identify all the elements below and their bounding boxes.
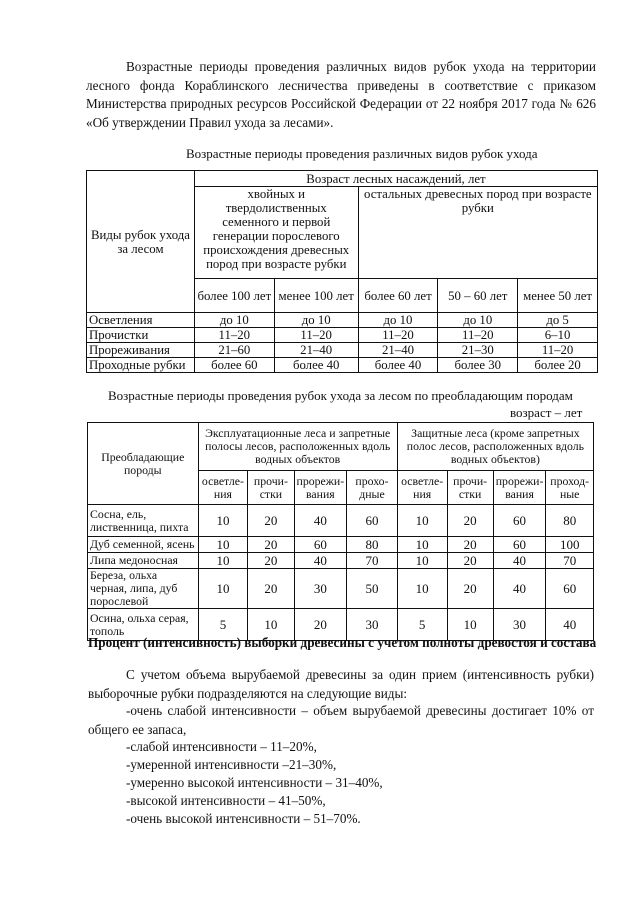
table1-col-header: 50 – 60 лет — [438, 279, 518, 313]
table1-col-header: более 100 лет — [194, 279, 274, 313]
table-cell: 40 — [493, 569, 546, 609]
table-cell: 10 — [397, 553, 447, 569]
table-row — [88, 537, 594, 553]
intensity-item: -высокой интенсивности – 41–50%, — [126, 793, 326, 808]
table-cell: до 5 — [518, 313, 598, 328]
table2-rowhead: Преобладающие породы — [88, 423, 199, 505]
table-row — [87, 358, 598, 373]
table-cell: более 40 — [358, 358, 438, 373]
table-cell: 11–20 — [438, 328, 518, 343]
intensity-item: -умеренной интенсивности –21–30%, — [126, 757, 337, 772]
table-cell: 5 — [397, 609, 447, 641]
table-cell: 20 — [248, 553, 294, 569]
table-cell: 20 — [248, 505, 294, 537]
table-cell: до 10 — [438, 313, 518, 328]
table-cell: 20 — [294, 609, 347, 641]
table-cell: более 60 — [194, 358, 274, 373]
table-cell: 20 — [447, 505, 493, 537]
age-periods-table — [86, 170, 598, 373]
table2-col-header: проход-ные — [546, 471, 594, 505]
table-cell: 11–20 — [274, 328, 358, 343]
table2-col-header: прочи-стки — [447, 471, 493, 505]
table-cell: 20 — [447, 569, 493, 609]
table2-unit: возраст – лет — [510, 405, 583, 420]
table-cell: 10 — [397, 505, 447, 537]
table-cell: 21–40 — [274, 343, 358, 358]
row-label: Прочистки — [87, 328, 195, 343]
table-cell: 10 — [447, 609, 493, 641]
table-cell: 30 — [294, 569, 347, 609]
table2-col-header: прохо-дные — [347, 471, 398, 505]
table-cell: 11–20 — [194, 328, 274, 343]
row-label: Проходные рубки — [87, 358, 195, 373]
row-label: Прореживания — [87, 343, 195, 358]
table-cell: 21–60 — [194, 343, 274, 358]
table-cell: 10 — [397, 537, 447, 553]
table-cell: более 40 — [274, 358, 358, 373]
table-cell: 30 — [493, 609, 546, 641]
species-label: Осина, ольха серая, тополь — [88, 609, 199, 641]
table-row — [88, 569, 594, 609]
table2-group1: Эксплуатационные леса и запретные полосы лесов, расположенных вдоль водных объектов — [198, 423, 397, 471]
table-cell: более 30 — [438, 358, 518, 373]
table-cell: 70 — [347, 553, 398, 569]
table1-col-header: менее 50 лет — [518, 279, 598, 313]
table-row — [88, 505, 594, 537]
table-cell: 80 — [546, 505, 594, 537]
table-cell: 10 — [198, 569, 248, 609]
table-row — [88, 553, 594, 569]
table1-group1: хвойных и твердолиственных семенного и первой генерации порослевого происхождения древесных пород при возрасте рубки — [194, 187, 358, 279]
table-cell: до 10 — [274, 313, 358, 328]
species-label: Дуб семенной, ясень — [88, 537, 199, 553]
table-cell: 21–40 — [358, 343, 438, 358]
table-cell: 40 — [546, 609, 594, 641]
table2-caption: Возрастные периоды проведения рубок ухода за лесом по преобладающим породам — [108, 388, 573, 403]
species-age-table — [87, 422, 594, 641]
table-row — [87, 343, 598, 358]
table1-col-header: более 60 лет — [358, 279, 438, 313]
table-cell: 40 — [493, 553, 546, 569]
species-label: Липа медоносная — [88, 553, 199, 569]
table-cell: 5 — [198, 609, 248, 641]
table-cell: 40 — [294, 553, 347, 569]
table-cell: до 10 — [358, 313, 438, 328]
table2-col-header: прорежи-вания — [493, 471, 546, 505]
intro-paragraph: Возрастные периоды проведения различных видов рубок ухода на территории лесного фонда Кораблинского лесничества приведены в соответствие с приказом Министерства природных ресурсов Российской Федерации от 22 ноября 2017 года № 626 «Об утверждении Правил ухода за лесами». — [86, 59, 596, 130]
section-title: Процент (интенсивность) выборки древесины с учетом полноты древостоя и состава — [88, 635, 597, 650]
table1-age-head: Возраст лесных насаждений, лет — [194, 171, 597, 187]
table-cell: 10 — [198, 537, 248, 553]
table-cell: 11–20 — [518, 343, 598, 358]
intensity-item: -умеренно высокой интенсивности – 31–40%, — [126, 775, 383, 790]
table-cell: 10 — [397, 569, 447, 609]
table-cell: 60 — [493, 505, 546, 537]
table-cell: 60 — [294, 537, 347, 553]
table2-col-header: прорежи-вания — [294, 471, 347, 505]
intensity-paragraph: С учетом объема вырубаемой древесины за один прием (интенсивность рубки) выборочные рубки подразделяются на следующие виды: — [88, 667, 594, 701]
species-label: Береза, ольха черная, липа, дуб порослевой — [88, 569, 199, 609]
table-cell: 80 — [347, 537, 398, 553]
table-cell: 60 — [493, 537, 546, 553]
table-cell: 20 — [447, 553, 493, 569]
table-cell: 60 — [546, 569, 594, 609]
table1-rowhead: Виды рубок ухода за лесом — [87, 171, 195, 313]
species-label: Сосна, ель, лиственница, пихта — [88, 505, 199, 537]
table-cell: 100 — [546, 537, 594, 553]
table2-col-header: осветле-ния — [397, 471, 447, 505]
table1-caption: Возрастные периоды проведения различных видов рубок ухода — [186, 146, 538, 161]
table-cell: 40 — [294, 505, 347, 537]
table-cell: 20 — [248, 537, 294, 553]
table-cell: 10 — [198, 505, 248, 537]
table-cell: 60 — [347, 505, 398, 537]
table-cell: 70 — [546, 553, 594, 569]
table-cell: до 10 — [194, 313, 274, 328]
intensity-item: -слабой интенсивности – 11–20%, — [126, 739, 317, 754]
table-cell: 6–10 — [518, 328, 598, 343]
row-label: Осветления — [87, 313, 195, 328]
table-cell: более 20 — [518, 358, 598, 373]
table1-group2: остальных древесных пород при возрасте рубки — [358, 187, 597, 279]
table-cell: 30 — [347, 609, 398, 641]
intensity-item-very-weak: -очень слабой интенсивности – объем вырубаемой древесины достигает 10% от общего ее запаса, — [88, 703, 594, 737]
table-cell: 50 — [347, 569, 398, 609]
table2-group2: Защитные леса (кроме запретных полос лесов, расположенных вдоль водных объектов) — [397, 423, 593, 471]
table-cell: 10 — [198, 553, 248, 569]
table-cell: 11–20 — [358, 328, 438, 343]
table1-col-header: менее 100 лет — [274, 279, 358, 313]
table-cell: 21–30 — [438, 343, 518, 358]
table-cell: 10 — [248, 609, 294, 641]
table2-col-header: прочи-стки — [248, 471, 294, 505]
table2-col-header: осветле-ния — [198, 471, 248, 505]
table-row — [87, 313, 598, 328]
table-cell: 20 — [447, 537, 493, 553]
intensity-item: -очень высокой интенсивности – 51–70%. — [126, 811, 361, 826]
table-cell: 20 — [248, 569, 294, 609]
table-row — [87, 328, 598, 343]
